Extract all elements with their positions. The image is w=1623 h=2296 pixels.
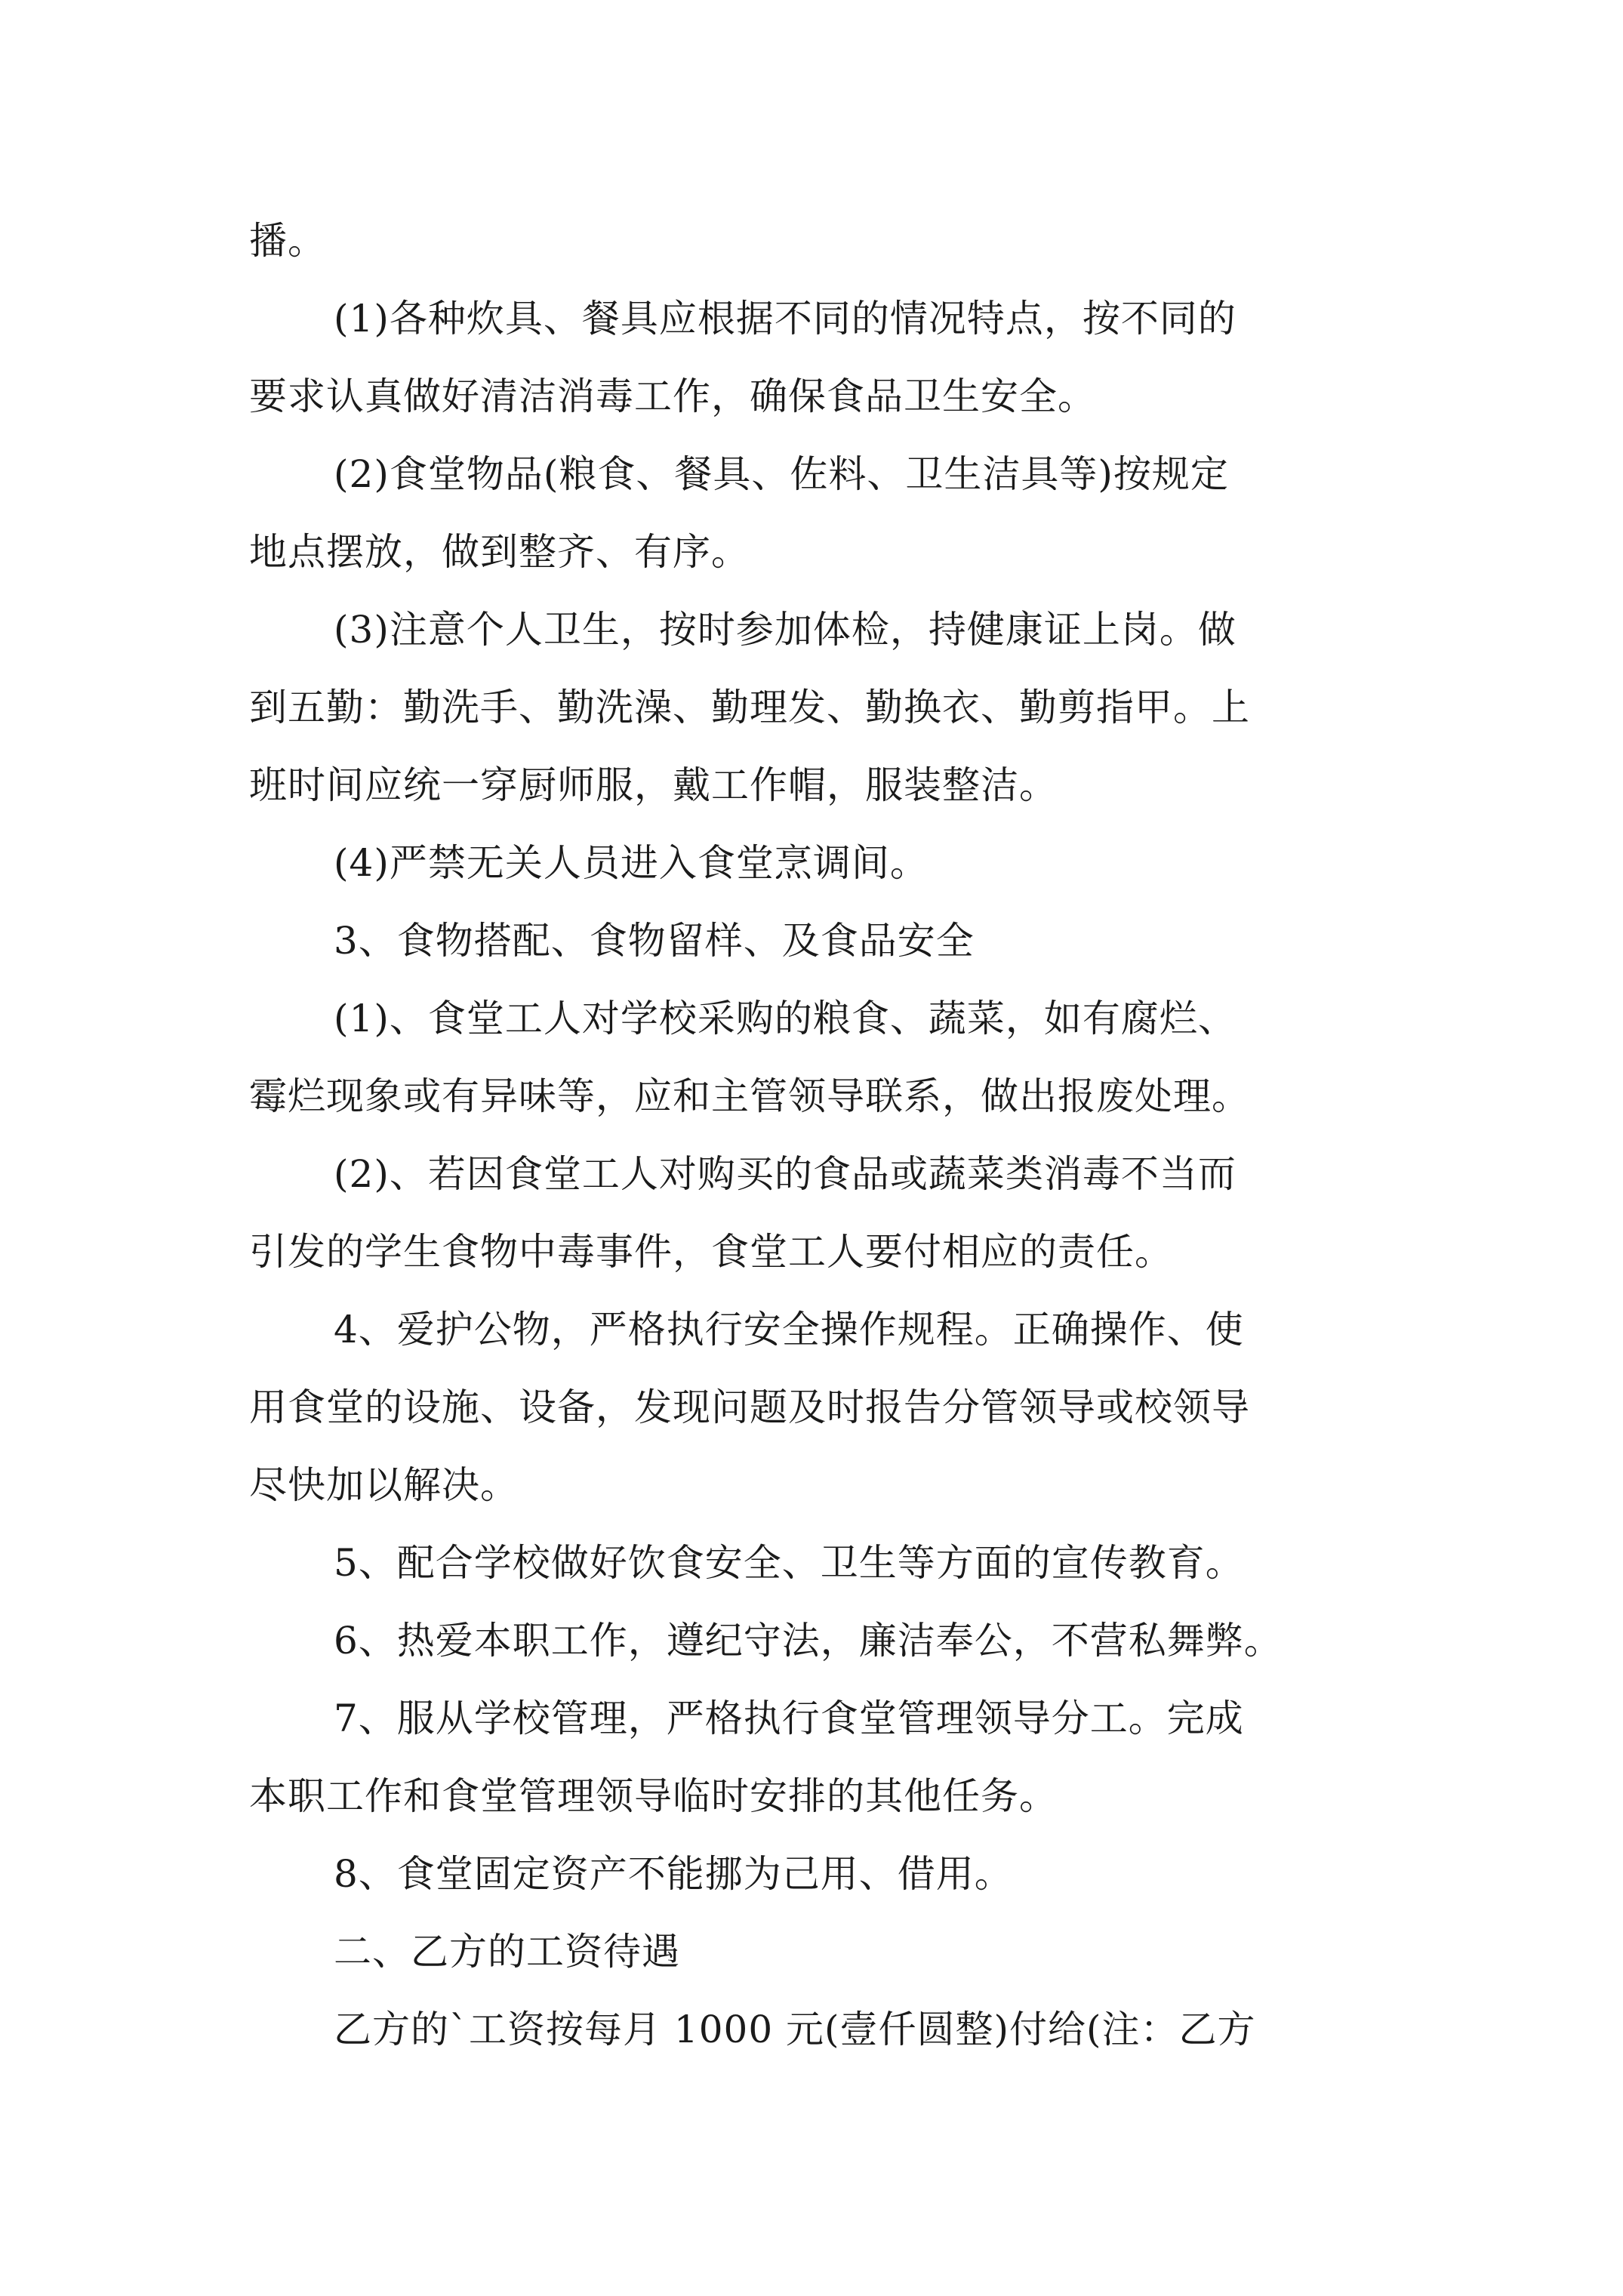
text-line: 地点摆放，做到整齐、有序。 (249, 530, 750, 574)
text-line: 乙方的`工资按每月 1000 元(壹仟圆整)付给(注：乙方 (334, 2008, 1256, 2051)
text-line: (2)、若因食堂工人对购买的食品或蔬菜类消毒不当而 (334, 1152, 1236, 1196)
text-line: 引发的学生食物中毒事件，食堂工人要付相应的责任。 (249, 1230, 1173, 1274)
text-line: (1)各种炊具、餐具应根据不同的情况特点，按不同的 (334, 297, 1236, 341)
text-line: (1)、食堂工人对学校采购的粮食、蔬菜，如有腐烂、 (334, 997, 1236, 1040)
text-line: 班时间应统一穿厨师服，戴工作帽，服装整洁。 (249, 763, 1058, 807)
text-line: 5、配合学校做好饮食安全、卫生等方面的宣传教育。 (334, 1541, 1244, 1585)
section-heading: 3、食物搭配、食物留样、及食品安全 (334, 919, 975, 963)
text-line: 7、服从学校管理，严格执行食堂管理领导分工。完成 (334, 1697, 1244, 1740)
text-line: 8、食堂固定资产不能挪为己用、借用。 (334, 1852, 1013, 1896)
text-line: 尽快加以解决。 (249, 1463, 519, 1507)
text-line: 6、热爱本职工作，遵纪守法，廉洁奉公，不营私舞弊。 (334, 1619, 1283, 1663)
text-line: 霉烂现象或有异味等，应和主管领导联系，做出报废处理。 (249, 1074, 1250, 1118)
document-body (249, 202, 1381, 2069)
text-line: 4、爱护公物，严格执行安全操作规程。正确操作、使 (334, 1308, 1244, 1351)
text-line: (4)严禁无关人员进入食堂烹调间。 (334, 841, 929, 885)
text-line: 用食堂的设施、设备，发现问题及时报告分管领导或校领导 (249, 1385, 1250, 1429)
section-heading: 二、乙方的工资待遇 (334, 1930, 680, 1974)
text-line: (2)食堂物品(粮食、餐具、佐料、卫生洁具等)按规定 (334, 452, 1229, 496)
text-line: 播。 (249, 219, 326, 263)
text-line: 本职工作和食堂管理领导临时安排的其他任务。 (249, 1774, 1058, 1818)
text-line: 要求认真做好清洁消毒工作，确保食品卫生安全。 (249, 374, 1096, 418)
text-line: 到五勤：勤洗手、勤洗澡、勤理发、勤换衣、勤剪指甲。上 (249, 686, 1250, 729)
text-line: (3)注意个人卫生，按时参加体检，持健康证上岗。做 (334, 608, 1236, 652)
